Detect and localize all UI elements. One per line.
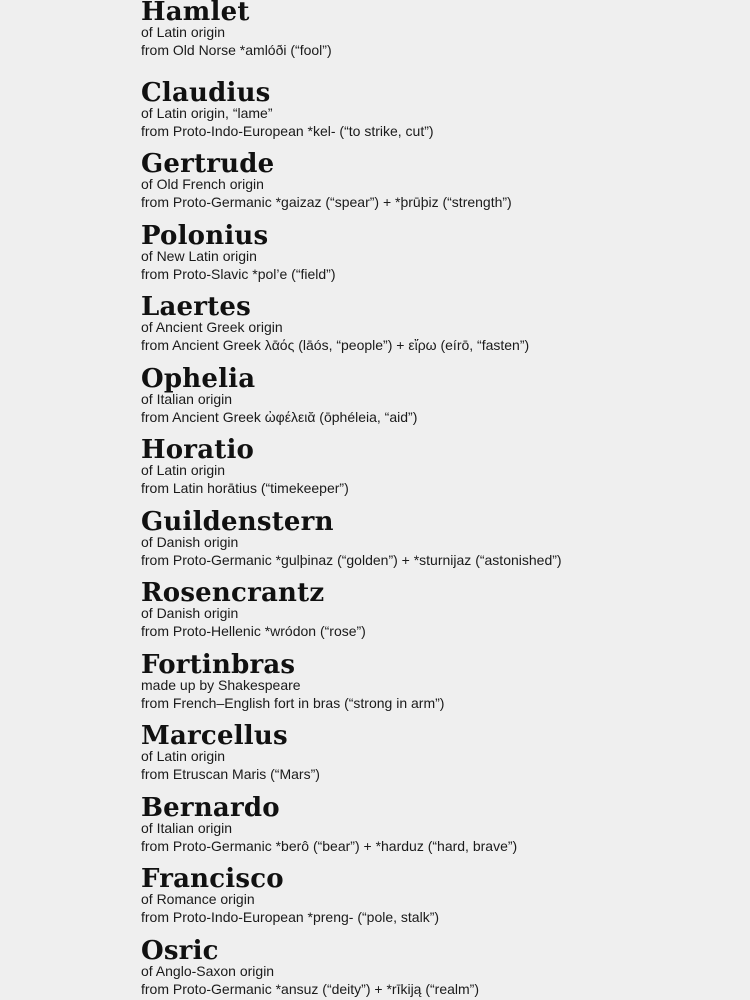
entry-name: Ophelia [141,364,256,394]
entry-origin: of Latin origin [141,748,226,764]
entry-name: Laertes [141,292,251,322]
entry-name: Polonius [141,221,269,251]
entry-horatio [141,436,741,497]
entry-gertrude [141,150,741,211]
entry-origin: of Danish origin [141,534,239,550]
entry-name: Horatio [141,435,255,465]
entry-origin: of Romance origin [141,891,255,907]
entry-name: Claudius [141,78,271,108]
entry-laertes [141,293,741,354]
entry-origin: of Ancient Greek origin [141,319,283,335]
entry-origin: of Latin origin [141,24,226,40]
entry-etymology: from Proto-Slavic *pol’e (“field”) [141,266,336,282]
entry-name: Gertrude [141,149,275,179]
entry-etymology: from Proto-Indo-European *preng- (“pole, stalk”) [141,909,440,925]
entry-fortinbras [141,651,741,712]
entry-origin: of New Latin origin [141,248,257,264]
entry-etymology: from Proto-Hellenic *wródon (“rose”) [141,623,366,639]
entry-francisco [141,865,741,926]
entry-etymology: from Proto-Germanic *gaizaz (“spear”) + *þrūþiz (“strength”) [141,194,512,210]
entry-name: Rosencrantz [141,578,325,608]
entry-name: Hamlet [141,0,250,27]
entry-ophelia [141,365,741,426]
entry-origin: of Danish origin [141,605,239,621]
entry-claudius [141,79,741,140]
entry-marcellus [141,722,741,783]
entry-origin: of Latin origin, “lame” [141,105,273,121]
entry-name: Francisco [141,864,284,894]
entry-hamlet [141,0,741,59]
entry-etymology: from Proto-Germanic *gulþinaz (“golden”) + *sturnijaz (“astonished”) [141,552,562,568]
entry-origin: of Old French origin [141,176,264,192]
entry-etymology: from Latin horātius (“timekeeper”) [141,480,349,496]
entry-osric [141,937,741,998]
entry-etymology: from Proto-Germanic *berô (“bear”) + *harduz (“hard, brave”) [141,838,518,854]
entry-guildenstern [141,508,741,569]
entry-name: Guildenstern [141,507,334,537]
entry-bernardo [141,794,741,855]
entry-name: Fortinbras [141,650,296,680]
entry-origin: of Italian origin [141,391,233,407]
entry-etymology: from French–English fort in bras (“strong in arm”) [141,695,445,711]
entry-etymology: from Proto-Indo-European *kel- (“to strike, cut”) [141,123,434,139]
entry-name: Marcellus [141,721,288,751]
entry-etymology: from Proto-Germanic *ansuz (“deity”) + *rīkiją (“realm”) [141,981,480,997]
entry-etymology: from Etruscan Maris (“Mars”) [141,766,320,782]
name-etymology-list [141,0,741,1000]
entry-origin: of Anglo-Saxon origin [141,963,275,979]
entry-origin: of Latin origin [141,462,226,478]
entry-rosencrantz [141,579,741,640]
entry-etymology: from Ancient Greek ὠφέλειᾰ (ōphéleia, “aid”) [141,409,418,425]
entry-name: Bernardo [141,793,280,823]
entry-polonius [141,222,741,283]
entry-origin: made up by Shakespeare [141,677,301,693]
entry-etymology: from Ancient Greek λᾱός (lāós, “people”) + εἴρω (eírō, “fasten”) [141,337,530,353]
entry-origin: of Italian origin [141,820,233,836]
entry-etymology: from Old Norse *amlóði (“fool”) [141,42,332,58]
entry-name: Osric [141,936,219,966]
